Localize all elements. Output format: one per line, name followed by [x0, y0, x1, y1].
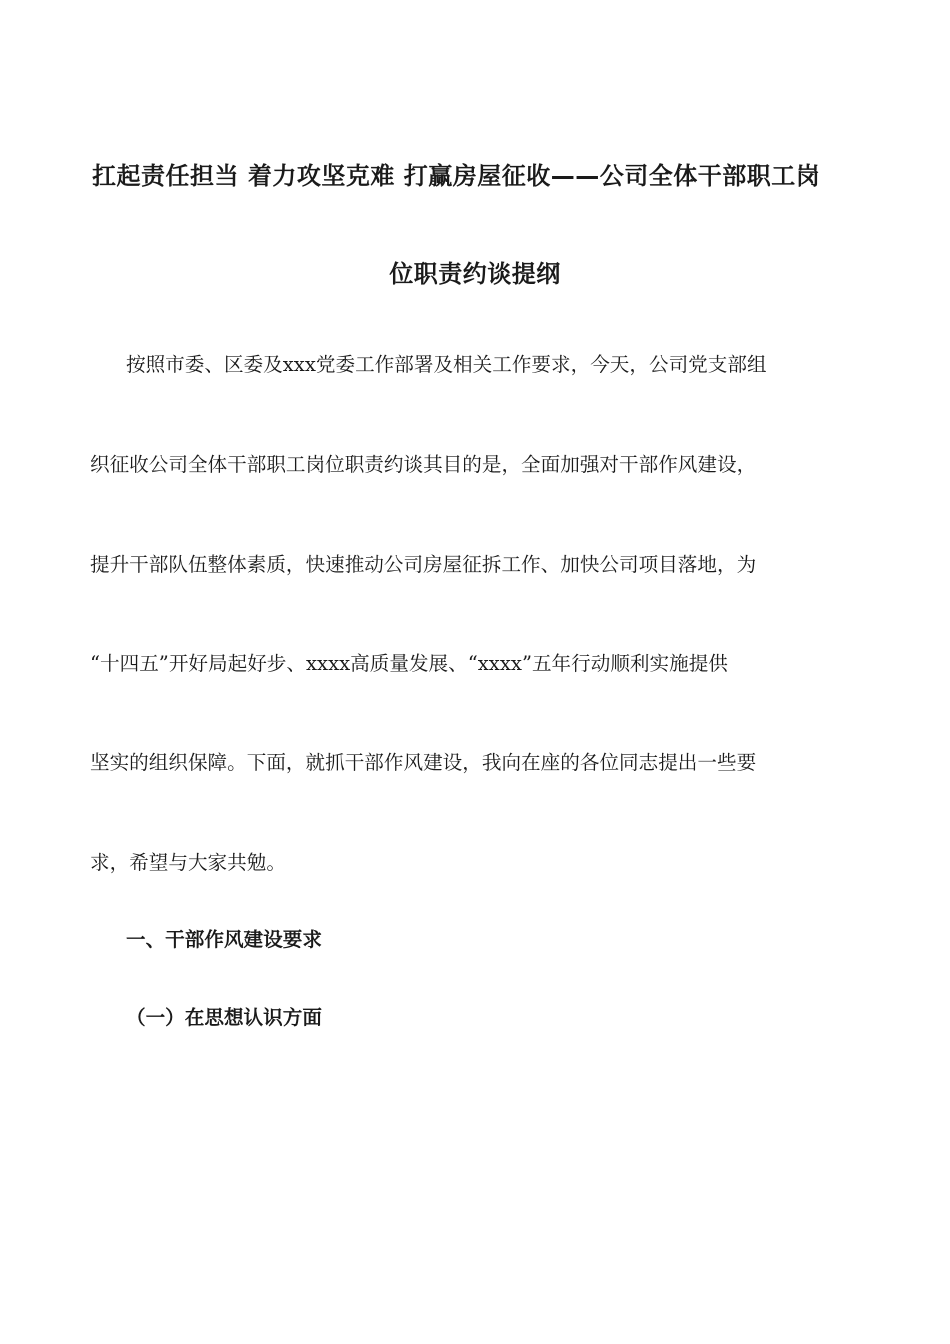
section-heading: 一、干部作风建设要求	[126, 928, 322, 951]
paragraph-line-5: 坚实的组织保障。下面，就抓干部作风建设，我向在座的各位同志提出一些要	[90, 751, 757, 774]
paragraph-line-6: 求，希望与大家共勉。	[90, 851, 286, 874]
document-title-line-2: 位职责约谈提纲	[389, 260, 561, 288]
document-title-line-1: 扛起责任担当 着力攻坚克难 打赢房屋征收——公司全体干部职工岗	[92, 162, 821, 190]
paragraph-line-4: “十四五”开好局起好步、xxxx高质量发展、“xxxx”五年行动顺利实施提供	[90, 652, 728, 675]
subsection-heading: （一）在思想认识方面	[126, 1006, 322, 1029]
paragraph-line-2: 织征收公司全体干部职工岗位职责约谈其目的是，全面加强对干部作风建设，	[90, 453, 757, 476]
paragraph-line-3: 提升干部队伍整体素质，快速推动公司房屋征拆工作、加快公司项目落地，为	[90, 553, 757, 576]
paragraph-line-1: 按照市委、区委及xxx党委工作部署及相关工作要求，今天，公司党支部组	[126, 353, 767, 376]
